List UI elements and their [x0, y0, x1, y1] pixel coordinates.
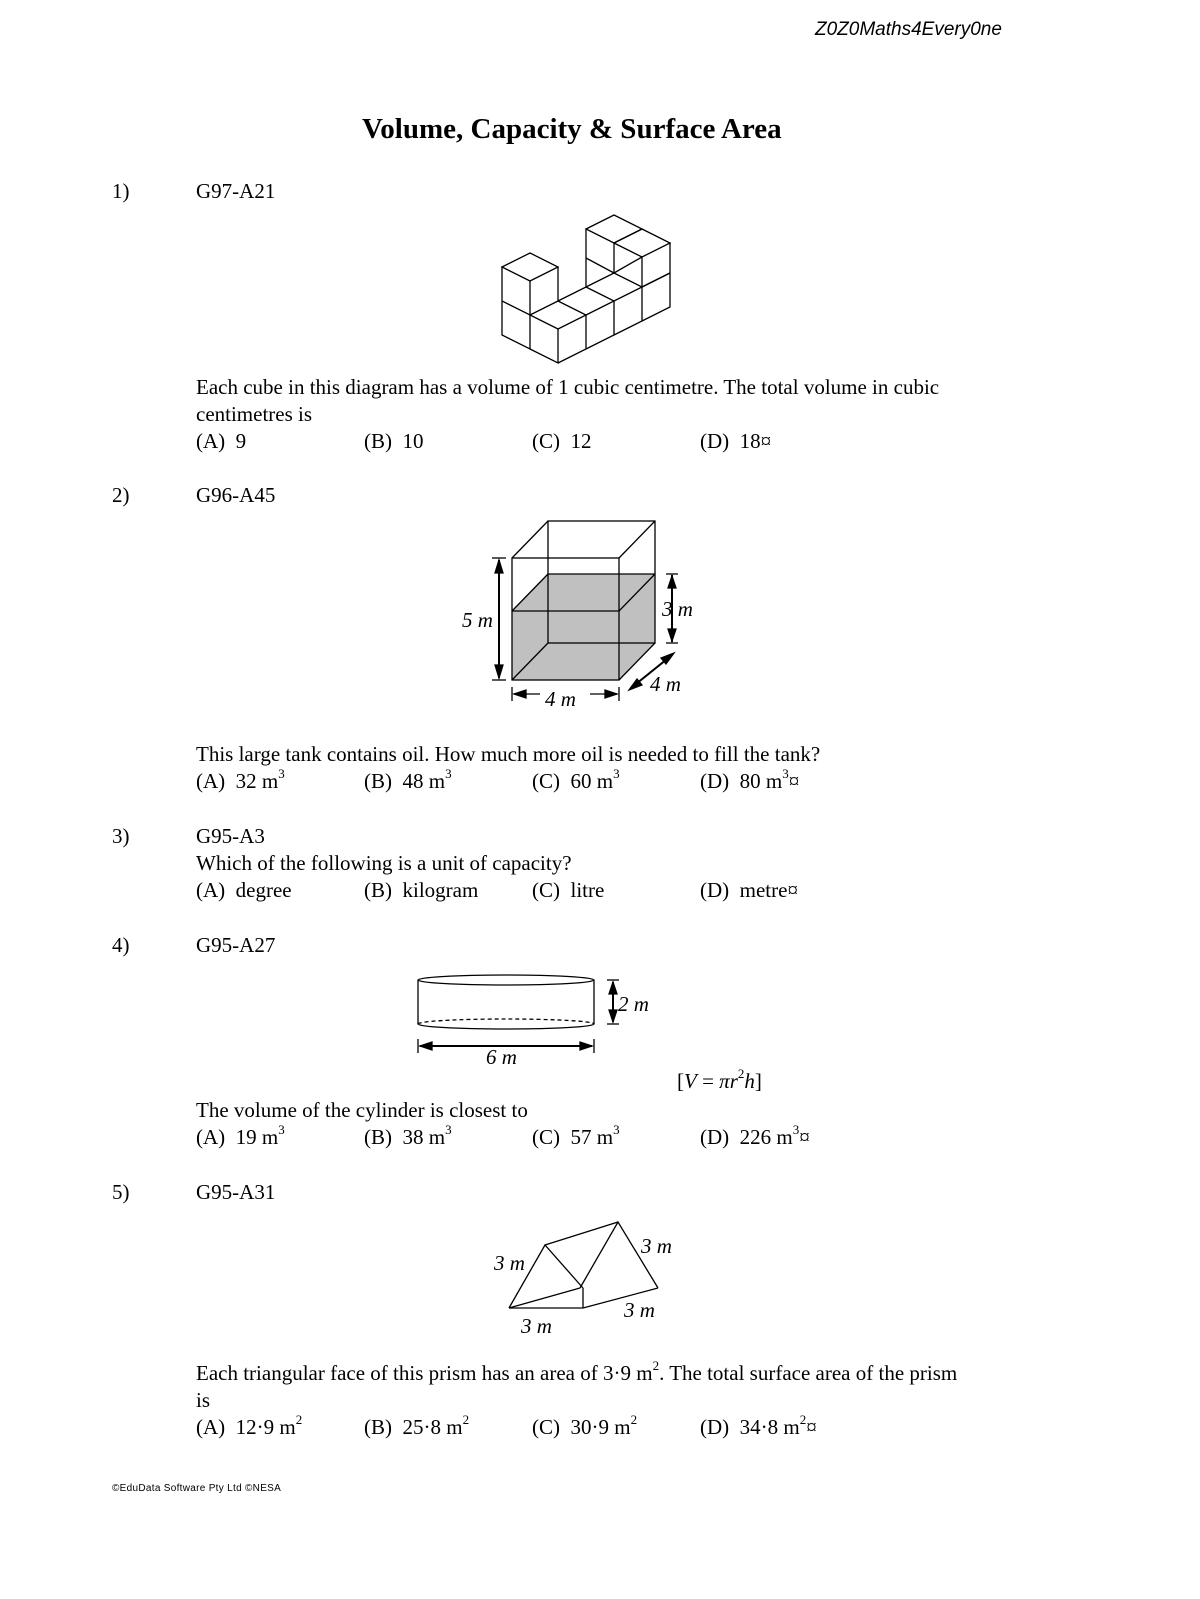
option-value: 38 m: [402, 1125, 446, 1149]
option-end-mark: ¤: [787, 878, 798, 902]
option-label: (B): [364, 878, 392, 902]
question-text: This large tank contains oil. How much more oil is needed to fill the tank?: [196, 742, 821, 766]
option-label: (B): [364, 1415, 392, 1439]
option-label: (D): [700, 1415, 730, 1439]
option-c: [532, 428, 592, 454]
option-value: 57 m: [570, 1125, 614, 1149]
option-end-mark: ¤: [806, 1415, 817, 1439]
option-value: 12: [570, 429, 592, 453]
option-exponent: 3: [445, 1122, 452, 1137]
option-value: 12·9 m: [235, 1415, 296, 1439]
formula-variable: h: [744, 1069, 755, 1093]
option-label: (C): [532, 1415, 560, 1439]
option-label: (A): [196, 429, 226, 453]
option-value: degree: [235, 878, 292, 902]
tank-depth-label: 4 m: [650, 672, 681, 696]
option-label: (B): [364, 429, 392, 453]
question-text-continued: centimetres is: [196, 402, 313, 426]
option-value: 32 m: [235, 769, 279, 793]
option-label: (A): [196, 1125, 226, 1149]
option-label: (D): [700, 1125, 730, 1149]
option-label: (B): [364, 1125, 392, 1149]
question-code: G96-A45: [196, 483, 276, 507]
option-b: [364, 1414, 469, 1440]
footer-copyright: ©EduData Software Pty Ltd ©NESA: [112, 1483, 282, 1494]
question-text: The volume of the cylinder is closest to: [196, 1098, 528, 1122]
question-number: 4): [112, 933, 130, 957]
option-label: (C): [532, 429, 560, 453]
cube-stack-diagram: [495, 205, 685, 365]
option-value: 34·8 m: [739, 1415, 800, 1439]
option-value: kilogram: [402, 878, 479, 902]
formula-pi-r: πr: [719, 1069, 738, 1093]
option-c: [532, 1124, 620, 1150]
option-a: [196, 768, 285, 794]
prism-bottom-base-label: 3 m: [521, 1314, 552, 1338]
option-exponent: 3: [278, 766, 285, 781]
option-exponent: 3: [445, 766, 452, 781]
option-c: [532, 768, 620, 794]
option-exponent: 2: [630, 1412, 638, 1427]
option-label: (B): [364, 769, 392, 793]
option-exponent: 2: [462, 1412, 470, 1427]
option-a: [196, 428, 246, 454]
question-text-part: Each triangular face of this prism has an area of 3·9 m: [196, 1361, 653, 1385]
option-value: 9: [235, 429, 247, 453]
option-value: 48 m: [402, 769, 446, 793]
option-label: (A): [196, 1415, 226, 1439]
option-value: 10: [402, 429, 424, 453]
option-exponent: 3: [792, 1122, 800, 1137]
option-label: (C): [532, 769, 560, 793]
formula-bracket: [: [677, 1069, 684, 1093]
option-a: [196, 1414, 302, 1440]
option-b: [364, 877, 478, 903]
option-d: [700, 877, 798, 903]
option-label: (C): [532, 878, 560, 902]
option-exponent: 2: [799, 1412, 807, 1427]
option-a: [196, 877, 292, 903]
question-text: Which of the following is a unit of capacity?: [196, 851, 572, 875]
option-label: (A): [196, 769, 226, 793]
question-text: Each cube in this diagram has a volume of 1 cubic centimetre. The total volume in cubic: [196, 375, 940, 399]
option-value: 60 m: [570, 769, 614, 793]
option-d: [700, 768, 799, 794]
question-number: 5): [112, 1180, 130, 1204]
tank-width-label: 4 m: [545, 687, 576, 711]
option-d: [700, 1414, 817, 1440]
option-label: (C): [532, 1125, 560, 1149]
option-c: [532, 877, 604, 903]
option-label: (A): [196, 878, 226, 902]
question-code: G95-A3: [196, 824, 265, 848]
option-end-mark: ¤: [788, 769, 800, 793]
tank-height-label: 5 m: [462, 608, 493, 632]
page-title: Volume, Capacity & Surface Area: [362, 113, 782, 145]
option-value: 19 m: [235, 1125, 279, 1149]
option-b: [364, 1124, 452, 1150]
option-b: [364, 428, 424, 454]
oil-height-label: 3 m: [662, 597, 693, 621]
option-exponent: 3: [613, 766, 620, 781]
option-value: metre: [739, 878, 788, 902]
question-code: G95-A31: [196, 1180, 276, 1204]
option-b: [364, 768, 452, 794]
cylinder-height-label: 2 m: [618, 992, 649, 1016]
question-text-part: . The total surface area of the prism: [659, 1361, 958, 1385]
option-d: [700, 1124, 810, 1150]
cylinder-length-label: 6 m: [486, 1045, 517, 1069]
option-end-mark: ¤: [760, 429, 772, 453]
prism-top-edge-label: 3 m: [641, 1234, 672, 1258]
option-value: 30·9 m: [570, 1415, 631, 1439]
formula-exponent: 2: [737, 1066, 745, 1081]
header-watermark: Z0Z0Maths4Every0ne: [815, 19, 1002, 40]
option-exponent: 3: [278, 1122, 285, 1137]
question-number: 2): [112, 483, 130, 507]
option-end-mark: ¤: [799, 1125, 810, 1149]
option-value: 80 m: [739, 769, 783, 793]
question-text: [196, 1360, 957, 1386]
volume-formula: [677, 1066, 762, 1094]
option-c: [532, 1414, 637, 1440]
option-label: (D): [700, 878, 730, 902]
option-value: 226 m: [739, 1125, 793, 1149]
formula-equals: =: [696, 1069, 720, 1093]
option-exponent: 3: [782, 766, 789, 781]
option-a: [196, 1124, 285, 1150]
text-exponent: 2: [652, 1358, 660, 1373]
formula-variable: V: [684, 1069, 697, 1093]
option-value: litre: [570, 878, 605, 902]
option-value: 25·8 m: [402, 1415, 463, 1439]
prism-right-base-label: 3 m: [624, 1298, 655, 1322]
option-exponent: 2: [295, 1412, 303, 1427]
formula-bracket: ]: [754, 1069, 762, 1093]
question-code: G95-A27: [196, 933, 276, 957]
option-value: 18: [739, 429, 761, 453]
option-label: (D): [700, 429, 730, 453]
option-d: [700, 428, 771, 454]
question-text-continued: is: [196, 1388, 211, 1412]
question-code: G97-A21: [196, 179, 276, 203]
option-exponent: 3: [613, 1122, 620, 1137]
prism-left-edge-label: 3 m: [494, 1251, 525, 1275]
question-number: 3): [112, 824, 130, 848]
option-label: (D): [700, 769, 730, 793]
question-number: 1): [112, 179, 130, 203]
